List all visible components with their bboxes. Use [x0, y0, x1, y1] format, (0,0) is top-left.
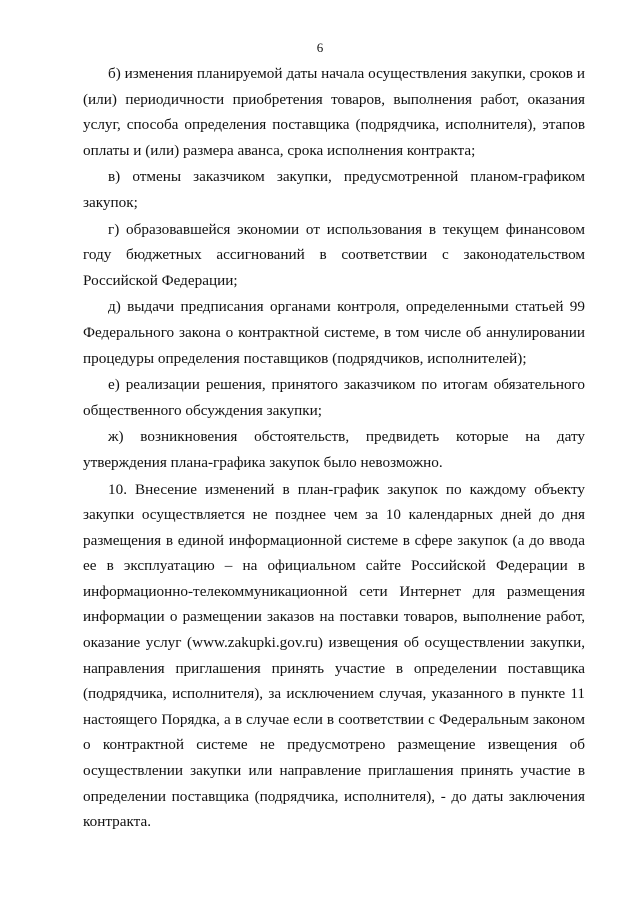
- paragraph-zh: ж) возникновения обстоятельств, предвидеть которые на дату утверждения плана-графика закупок было невозможно.: [83, 428, 585, 471]
- paragraph-e: е) реализации решения, принятого заказчиком по итогам обязательного общественного обсуждения закупки;: [83, 376, 585, 419]
- paragraph-d: д) выдачи предписания органами контроля, определенными статьей 99 Федерального закона о контрактной системе, в том числе об аннулировании процедуры определения поставщиков (подрядчиков, исполнителей);: [83, 298, 585, 367]
- paragraph-g: г) образовавшейся экономии от использования в текущем финансовом году бюджетных ассигнований в соответствии с законодательством Российской Федерации;: [83, 220, 585, 289]
- paragraph-b: б) изменения планируемой даты начала осуществления закупки, сроков и (или) периодичности приобретения товаров, выполнения работ, оказания услуг, способа определения поставщика (подрядчика, исполнителя), этапов оплаты и (или) размера аванса, срока исполнения контракта;: [83, 65, 585, 159]
- paragraph-10: 10. Внесение изменений в план-график закупок по каждому объекту закупки осуществляется не позднее чем за 10 календарных дней до дня размещения в единой информационной системе в сфере закупок (а до ввода ее в эксплуатацию – на официальном сайте Российской Федерации в информационно-телекоммуникационной сети Интернет для размещения информации о размещении заказов на поставки товаров, выполнение работ, оказание услуг (www.zakupki.gov.ru) извещения об осуществлении закупки, направления приглашения принять участие в определении поставщика (подрядчика, исполнителя), за исключением случая, указанного в пункте 11 настоящего Порядка, а в случае если в соответствии с Федеральным законом о контрактной системе не предусмотрено размещение извещения об осуществлении закупки или направление приглашения принять участие в определении поставщика (подрядчика, исполнителя), - до даты заключения контракта.: [83, 480, 585, 831]
- page-number: 6: [316, 40, 324, 55]
- paragraph-v: в) отмены заказчиком закупки, предусмотренной планом-графиком закупок;: [83, 168, 585, 211]
- document-body: [83, 61, 585, 835]
